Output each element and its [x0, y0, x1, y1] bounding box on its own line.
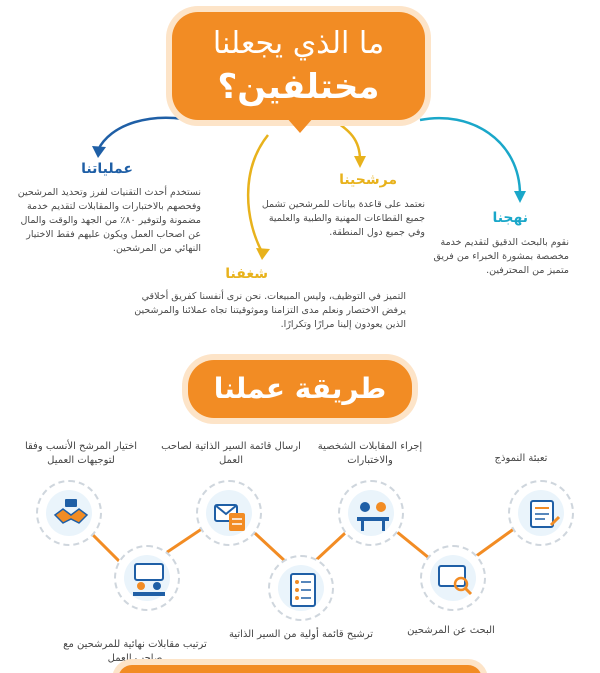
feature-text-approach: نقوم بالبحث الدقيق لتقديم خدمة مخصصة بمشورة الخبراء من فريق متميز من المحترفين.: [433, 237, 569, 276]
step-label-send-cvs: ارسال قائمة السير الذاتية لصاحب العمل: [161, 441, 301, 466]
send-cv-icon: [211, 495, 251, 535]
step-label-final-interviews: ترتيب مقابلات نهائية للمرشحين مع صاحب العمل: [63, 639, 207, 664]
step-circle-fill-form: [508, 480, 574, 546]
meeting-icon: [129, 560, 169, 600]
pass-arrowhead: [256, 248, 270, 260]
appr-arrowhead: [514, 191, 526, 203]
shortlist-icon: [283, 570, 323, 610]
feature-title-candidates: مرشحينا: [339, 172, 397, 188]
step-circle-shortlist: [268, 555, 334, 621]
step-label-fill-form: تعبئة النموذج: [494, 453, 548, 464]
cand-arrow: [330, 118, 360, 160]
ops-arrow: [98, 118, 200, 150]
search-icon: [435, 560, 475, 600]
feature-text-operations: نستخدم أحدث التقنيات لفرز وتحديد المرشحين وفحصهم بالاختبارات والمقابلات لتقديم خدمة مضمونة ولتوفير ٨٠٪ من الجهد والوقت والمال عن اصحاب العمل ويكون عليهم فقط الاختيار النهائي من المرشحين.: [17, 187, 201, 254]
ops-arrowhead: [92, 146, 106, 158]
cand-arrowhead: [354, 156, 366, 168]
header-line1: ما الذي يجعلنا: [212, 26, 385, 61]
step-label-shortlist: ترشيح قائمة أولية من السير الذاتية: [228, 629, 374, 640]
step-circle-final-interviews: [114, 545, 180, 611]
step-circle-select-candidate: [36, 480, 102, 546]
appr-arrow: [420, 118, 520, 195]
feature-text-passion: التميز في التوظيف، وليس المبيعات. نحن نرى أنفسنا كفريق أخلاقي يرفض الاختصار ونعلم مدى التزامنا وموثوقيتنا تجاه عملائنا والمرشحين الذين يعودون إلينا مرارًا وتكرارًا.: [134, 291, 406, 330]
process-title: طريقة عملنا: [213, 372, 387, 405]
footer-banner: [118, 665, 482, 673]
form-icon: [523, 495, 563, 535]
interview-icon: [353, 495, 393, 535]
header-line2: مختلفين؟: [217, 67, 380, 107]
handshake-icon: [51, 495, 91, 535]
step-circle-send-cvs: [196, 480, 262, 546]
process-banner: [188, 360, 412, 418]
banner-tail: [286, 117, 314, 133]
feature-title-passion: شغفنا: [225, 266, 268, 282]
header-banner: [172, 12, 425, 120]
step-circle-search: [420, 545, 486, 611]
feature-title-operations: عملياتنا: [81, 161, 133, 177]
feature-text-candidates: نعتمد على قاعدة بيانات للمرشحين تشمل جميع القطاعات المهنية والطبية والعلمية وفي جميع دول المنطقة.: [261, 199, 425, 238]
step-label-select-candidate: اختيار المرشح الأنسب وفقا لتوجيهات العميل: [24, 441, 138, 466]
step-label-search: البحث عن المرشحين: [407, 625, 495, 636]
step-circle-interviews: [338, 480, 404, 546]
step-label-interviews: إجراء المقابلات الشخصية والاختبارات: [317, 441, 423, 466]
feature-title-approach: نهجنا: [492, 210, 528, 226]
